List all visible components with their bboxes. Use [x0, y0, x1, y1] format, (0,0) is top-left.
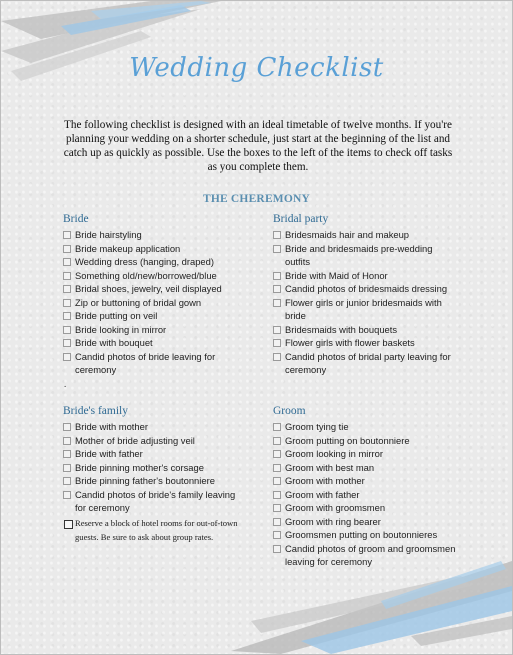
checklist-item — [273, 420, 458, 434]
checklist-item-label: Groom with best man — [285, 461, 375, 473]
checkbox[interactable] — [63, 464, 71, 472]
checkbox[interactable] — [63, 312, 71, 320]
checkbox[interactable] — [273, 231, 281, 239]
checklist-item — [63, 350, 253, 377]
checklist-item-label: Candid photos of bridesmaids dressing — [285, 283, 448, 294]
checkbox[interactable] — [273, 272, 281, 280]
checklist — [273, 228, 458, 377]
group-bridal-party — [273, 213, 458, 377]
checkbox[interactable] — [273, 245, 281, 253]
checklist-item — [273, 515, 458, 529]
checklist-item — [273, 242, 458, 269]
checklist-item-label: Groom putting on boutonniere — [285, 434, 410, 446]
group-groom — [273, 405, 458, 569]
checklist-item-label: Bride hairstyling — [75, 229, 142, 240]
section-title: THE CHEREMONY — [202, 193, 311, 205]
checkbox[interactable] — [273, 326, 281, 334]
checkbox[interactable] — [63, 272, 71, 280]
checklist-item — [273, 269, 458, 283]
checkbox[interactable] — [273, 423, 281, 431]
checkbox[interactable] — [63, 339, 71, 347]
checkbox[interactable] — [273, 545, 281, 553]
checkbox[interactable] — [63, 477, 71, 485]
checklist-item — [63, 242, 253, 256]
checklist-item — [273, 474, 458, 488]
checklist-item — [273, 336, 458, 350]
checklist-item — [273, 447, 458, 461]
checklist-item — [63, 228, 253, 242]
checklist-item-label: Something old/new/borrowed/blue — [75, 269, 217, 281]
checklist-item-label: Candid photos of bride leaving for ceremony — [75, 350, 216, 375]
group-bride — [63, 213, 253, 377]
checklist-item-label: Wedding dress (hanging, draped) — [75, 256, 214, 267]
checklist-item-label: Bride with father — [75, 448, 143, 459]
checklist-item-label: Candid photos of bridal party leaving for ceremony — [285, 350, 451, 375]
checklist-item-label: Candid photos of bride's family leaving for ceremony — [75, 488, 236, 513]
checklist-item-label: Bride with bouquet — [75, 337, 153, 348]
checklist-item-label: Bride pinning mother's corsage — [75, 461, 204, 473]
checklist-item-label: Groom with mother — [285, 475, 365, 486]
checkbox[interactable] — [63, 423, 71, 431]
checkbox[interactable] — [273, 491, 281, 499]
checklist-item-label: Bride with mother — [75, 421, 148, 432]
checklist-item — [273, 296, 458, 323]
checkbox[interactable] — [273, 450, 281, 458]
checklist-item-label: Groomsmen putting on boutonnieres — [285, 529, 438, 540]
checklist-item — [63, 447, 248, 461]
checklist-item-label: Bridesmaids hair and makeup — [285, 229, 410, 240]
page-title: Wedding Checklist — [129, 53, 384, 83]
checkbox[interactable] — [63, 258, 71, 266]
checklist-item — [273, 488, 458, 502]
checkbox[interactable] — [273, 285, 281, 293]
checklist-item-label: Bride makeup application — [75, 242, 181, 254]
checklist — [273, 420, 458, 569]
checkbox[interactable] — [63, 450, 71, 458]
checklist-item-label: Zip or buttoning of bridal gown — [75, 296, 202, 308]
checkbox[interactable] — [273, 464, 281, 472]
group-brides-family — [63, 405, 248, 545]
hotel-note-text: Reserve a block of hotel rooms for out-of-town guests. Be sure to ask about group rates. — [75, 517, 238, 542]
checkbox[interactable] — [273, 339, 281, 347]
checklist-item-label: Bride and bridesmaids pre-wedding outfits — [285, 242, 433, 267]
checklist-item — [63, 461, 248, 475]
checklist-item — [63, 269, 253, 283]
checklist-item — [63, 296, 253, 310]
checklist-item-label: Groom with ring bearer — [285, 515, 381, 527]
checklist-item — [63, 336, 253, 350]
checklist-item — [273, 461, 458, 475]
group-heading: Bride — [63, 213, 89, 225]
checklist-item — [273, 542, 458, 569]
group-heading: Bride's family — [63, 405, 128, 417]
checklist-item — [63, 255, 253, 269]
checklist-item — [63, 323, 253, 337]
checklist-item — [63, 309, 253, 323]
intro-paragraph: The following checklist is designed with an ideal timetable of twelve months. If you're planning your wedding on a shorter schedule, just start at the beginning of the list and catch up as quickly as possible. Use the boxes to the left of the items to check off tasks as you complete them. — [63, 119, 453, 173]
checkbox[interactable] — [63, 299, 71, 307]
stray-mark: . — [64, 379, 67, 389]
checklist-item-label: Bridesmaids with bouquets — [285, 323, 398, 335]
checklist — [63, 420, 248, 515]
checklist — [63, 228, 253, 377]
checklist-item-label: Groom with groomsmen — [285, 502, 386, 513]
checklist-item-label: Bridal shoes, jewelry, veil displayed — [75, 283, 222, 294]
checklist-item — [273, 228, 458, 242]
checkbox[interactable] — [273, 437, 281, 445]
checklist-item-label: Groom tying tie — [285, 421, 349, 432]
checklist-item — [63, 434, 248, 448]
checkbox[interactable] — [273, 299, 281, 307]
group-heading: Bridal party — [273, 213, 329, 225]
checkbox[interactable] — [273, 353, 281, 361]
checklist-item-label: Bride putting on veil — [75, 310, 158, 321]
checkbox[interactable] — [63, 231, 71, 239]
checkbox[interactable] — [63, 245, 71, 253]
checklist-item-label: Candid photos of groom and groomsmen leaving for ceremony — [285, 542, 456, 567]
checkbox[interactable] — [273, 477, 281, 485]
checklist-item-label: Groom looking in mirror — [285, 448, 383, 459]
checkbox[interactable] — [64, 520, 73, 529]
checklist-item-label: Flower girls or junior bridesmaids with bride — [285, 296, 442, 321]
checklist-item — [273, 434, 458, 448]
hotel-note — [63, 516, 248, 545]
checklist-item-label: Flower girls with flower baskets — [285, 337, 415, 348]
checklist-item — [273, 323, 458, 337]
checklist-item-label: Bride looking in mirror — [75, 323, 167, 335]
checkbox[interactable] — [63, 353, 71, 361]
checklist-item-label: Bride pinning father's boutonniere — [75, 475, 215, 486]
checklist-item — [273, 350, 458, 377]
checklist-item — [273, 501, 458, 515]
checkbox[interactable] — [63, 437, 71, 445]
checklist-item-label: Bride with Maid of Honor — [285, 269, 388, 281]
checkbox[interactable] — [63, 326, 71, 334]
checklist-item — [63, 488, 248, 515]
checklist-item — [63, 420, 248, 434]
checklist-item — [63, 474, 248, 488]
checklist-item — [63, 282, 253, 296]
checklist-item — [273, 282, 458, 296]
group-heading: Groom — [273, 405, 306, 417]
checkbox[interactable] — [273, 531, 281, 539]
checkbox[interactable] — [63, 491, 71, 499]
checkbox[interactable] — [273, 518, 281, 526]
checkbox[interactable] — [273, 504, 281, 512]
checklist-item-label: Groom with father — [285, 488, 360, 500]
checkbox[interactable] — [63, 285, 71, 293]
checklist-item-label: Mother of bride adjusting veil — [75, 434, 195, 446]
checklist-item — [273, 528, 458, 542]
